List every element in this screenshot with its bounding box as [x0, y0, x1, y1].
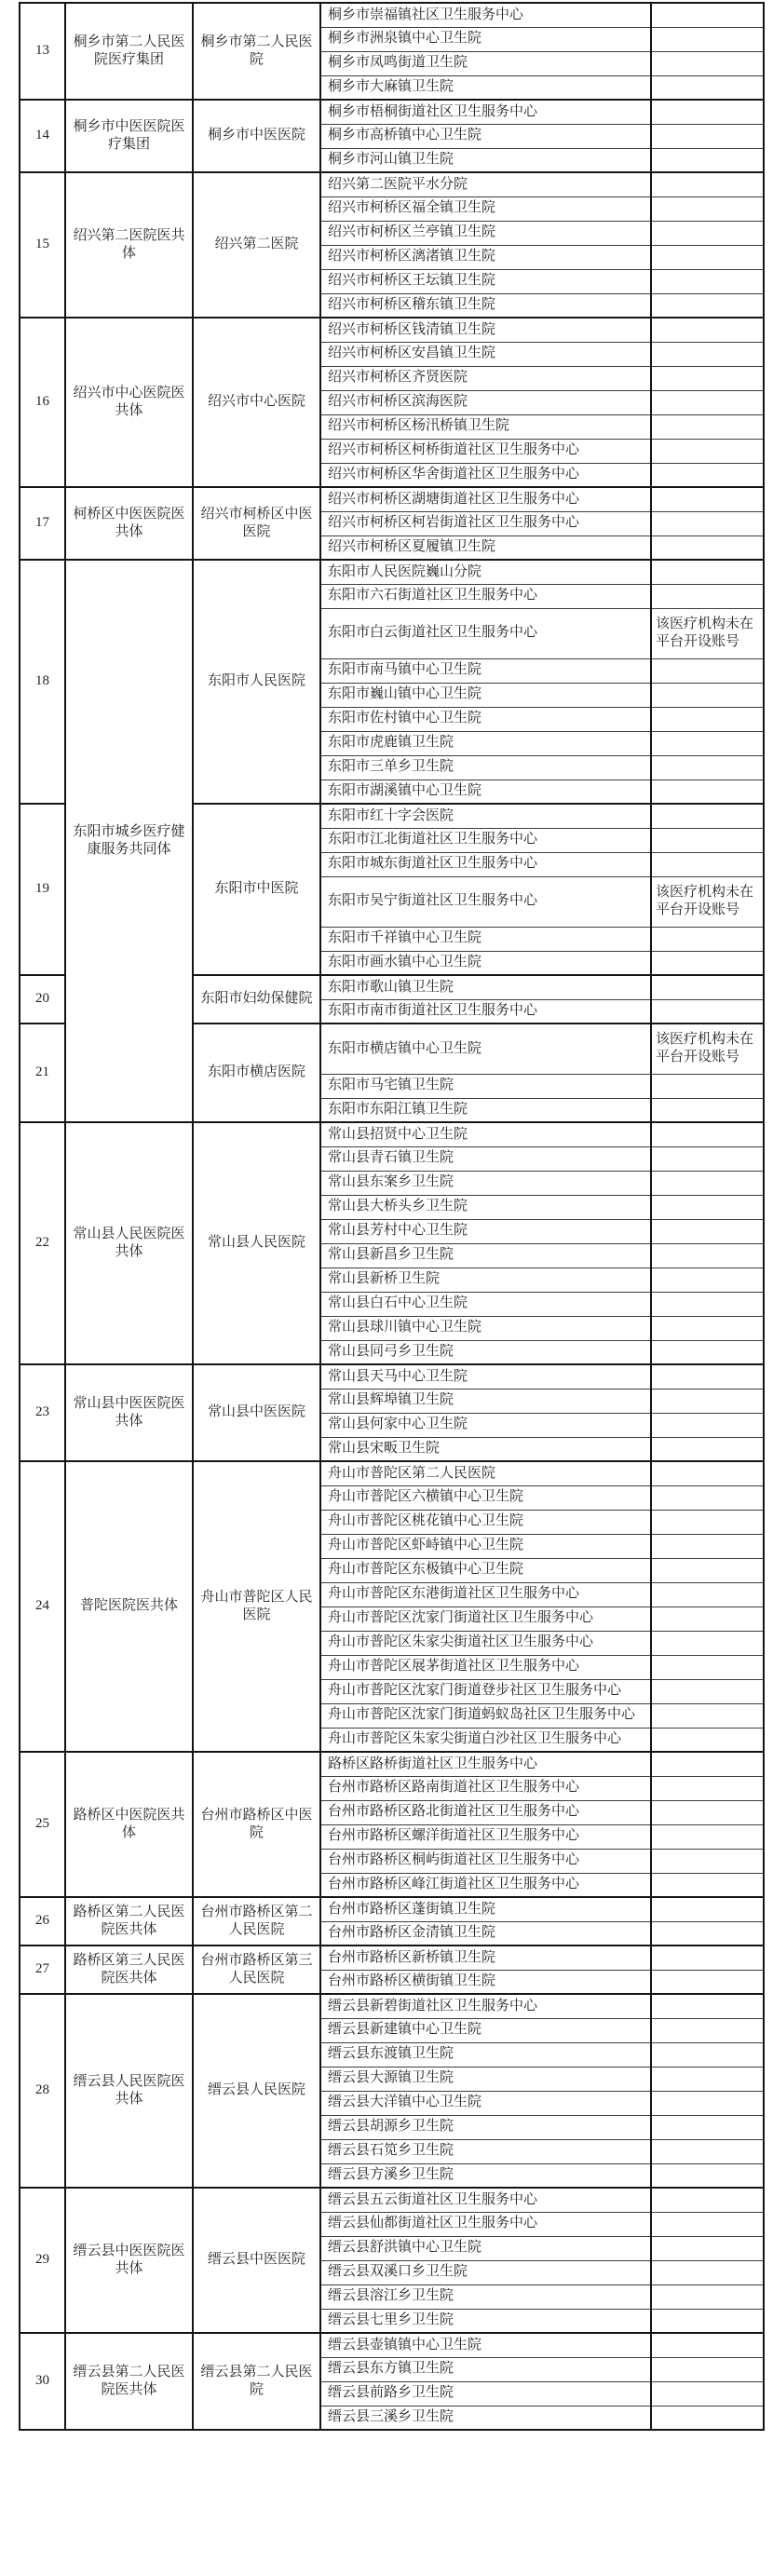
remark-cell-empty: [651, 366, 764, 390]
remark-cell-empty: [651, 51, 764, 75]
row-number-cell: 16: [20, 318, 65, 487]
member-unit-cell: 东阳市城东街道社区卫生服务中心: [320, 852, 651, 876]
member-unit-cell: 东阳市横店镇中心卫生院: [320, 1024, 651, 1074]
table-row: [20, 1364, 764, 1389]
member-unit-cell: 台州市路桥区横街镇卫生院: [320, 1970, 651, 1994]
remark-cell-empty: [651, 2139, 764, 2163]
remark-cell-empty: [651, 487, 764, 511]
remark-cell-empty: [651, 148, 764, 172]
member-unit-cell: 台州市路桥区桐屿街道社区卫生服务中心: [320, 1849, 651, 1873]
table-row: [20, 100, 764, 124]
remark-cell-empty: [651, 1897, 764, 1921]
remark-cell-empty: [651, 1873, 764, 1897]
remark-cell-empty: [651, 293, 764, 318]
member-unit-cell: 东阳市六石街道社区卫生服务中心: [320, 584, 651, 608]
member-unit-cell: 舟山市普陀区展茅街道社区卫生服务中心: [320, 1655, 651, 1679]
row-number-cell: 15: [20, 172, 65, 318]
member-unit-cell: 舟山市普陀区沈家门街道蚂蚁岛社区卫生服务中心: [320, 1703, 651, 1728]
member-unit-cell: 常山县何家中心卫生院: [320, 1413, 651, 1437]
remark-cell-empty: [651, 1340, 764, 1364]
row-number-cell: 29: [20, 2188, 65, 2333]
member-unit-cell: 缙云县舒洪镇中心卫生院: [320, 2236, 651, 2260]
remark-cell-empty: [651, 1703, 764, 1728]
member-unit-cell: 东阳市吴宁街道社区卫生服务中心: [320, 876, 651, 927]
remark-cell-empty: [651, 75, 764, 100]
group-name-cell: 绍兴第二医院医共体: [65, 172, 193, 318]
remark-cell-empty: [651, 1171, 764, 1195]
remark-cell-empty: [651, 975, 764, 999]
member-unit-cell: 桐乡市高桥镇中心卫生院: [320, 124, 651, 148]
member-unit-cell: 桐乡市梧桐街道社区卫生服务中心: [320, 100, 651, 124]
remark-cell-empty: [651, 707, 764, 731]
remark-cell-empty: [651, 1534, 764, 1558]
remark-cell-empty: [651, 2091, 764, 2115]
member-unit-cell: 缙云县溶江乡卫生院: [320, 2285, 651, 2309]
remark-cell-empty: [651, 3, 764, 27]
remark-cell-empty: [651, 1292, 764, 1316]
member-unit-cell: 缙云县双溪口乡卫生院: [320, 2260, 651, 2285]
member-unit-cell: 缙云县胡源乡卫生院: [320, 2115, 651, 2139]
table-row: [20, 487, 764, 511]
remark-cell: 该医疗机构未在平台开设账号: [651, 608, 764, 658]
member-unit-cell: 东阳市千祥镇中心卫生院: [320, 927, 651, 951]
member-unit-cell: 台州市路桥区金清镇卫生院: [320, 1921, 651, 1946]
remark-cell-empty: [651, 804, 764, 828]
member-unit-cell: 舟山市普陀区朱家尖街道白沙社区卫生服务中心: [320, 1728, 651, 1752]
member-unit-cell: 东阳市红十字会医院: [320, 804, 651, 828]
remark-cell-empty: [651, 1752, 764, 1776]
group-name-cell: 缙云县人民医院医共体: [65, 1994, 193, 2188]
member-unit-cell: 常山县青石镇卫生院: [320, 1146, 651, 1171]
member-unit-cell: 舟山市普陀区东港街道社区卫生服务中心: [320, 1582, 651, 1607]
member-unit-cell: 常山县白石中心卫生院: [320, 1292, 651, 1316]
remark-cell-empty: [651, 1824, 764, 1849]
group-name-cell: 桐乡市第二人民医院医疗集团: [65, 3, 193, 100]
table-row: [20, 318, 764, 342]
remark-cell-empty: [651, 1389, 764, 1413]
lead-hospital-cell: 绍兴市柯桥区中医医院: [193, 487, 320, 560]
remark-cell-empty: [651, 2212, 764, 2236]
member-unit-cell: 舟山市普陀区沈家门街道登步社区卫生服务中心: [320, 1679, 651, 1703]
remark-cell-empty: [651, 2381, 764, 2406]
remark-cell-empty: [651, 439, 764, 463]
member-unit-cell: 舟山市普陀区沈家门街道社区卫生服务中心: [320, 1607, 651, 1631]
remark-cell-empty: [651, 927, 764, 951]
member-unit-cell: 东阳市马宅镇卫生院: [320, 1074, 651, 1098]
remark-cell-empty: [651, 1195, 764, 1219]
remark-cell-empty: [651, 2357, 764, 2381]
group-name-cell: 缙云县中医医院医共体: [65, 2188, 193, 2333]
member-unit-cell: 绍兴市柯桥区夏履镇卫生院: [320, 536, 651, 560]
table-row: [20, 2333, 764, 2357]
lead-hospital-cell: 东阳市中医院: [193, 804, 320, 975]
member-unit-cell: 舟山市普陀区六横镇中心卫生院: [320, 1485, 651, 1510]
table-row: [20, 560, 764, 584]
member-unit-cell: 常山县球川镇中心卫生院: [320, 1316, 651, 1340]
row-number-cell: 25: [20, 1752, 65, 1897]
remark-cell-empty: [651, 951, 764, 975]
member-unit-cell: 绍兴市柯桥区柯岩街道社区卫生服务中心: [320, 511, 651, 536]
member-unit-cell: 舟山市普陀区朱家尖街道社区卫生服务中心: [320, 1631, 651, 1655]
member-unit-cell: 东阳市三单乡卫生院: [320, 755, 651, 780]
remark-cell-empty: [651, 221, 764, 245]
member-unit-cell: 舟山市普陀区东极镇中心卫生院: [320, 1558, 651, 1582]
remark-cell-empty: [651, 1243, 764, 1268]
remark-cell-empty: [651, 1413, 764, 1437]
row-number-cell: 20: [20, 975, 65, 1024]
member-unit-cell: 缙云县大源镇卫生院: [320, 2067, 651, 2091]
member-unit-cell: 东阳市白云街道社区卫生服务中心: [320, 608, 651, 658]
lead-hospital-cell: 台州市路桥区第二人民医院: [193, 1897, 320, 1946]
group-name-cell: 路桥区第三人民医院医共体: [65, 1946, 193, 1994]
table-row: [20, 1946, 764, 1970]
row-number-cell: 27: [20, 1946, 65, 1994]
medical-group-table-sheet: [19, 2, 763, 2431]
row-number-cell: 24: [20, 1461, 65, 1752]
lead-hospital-cell: 台州市路桥区中医院: [193, 1752, 320, 1897]
remark-cell-empty: [651, 245, 764, 269]
lead-hospital-cell: 东阳市人民医院: [193, 560, 320, 804]
remark-cell-empty: [651, 1461, 764, 1485]
member-unit-cell: 缙云县石笕乡卫生院: [320, 2139, 651, 2163]
member-unit-cell: 常山县辉埠镇卫生院: [320, 1389, 651, 1413]
member-unit-cell: 绍兴第二医院平水分院: [320, 172, 651, 197]
member-unit-cell: 缙云县五云街道社区卫生服务中心: [320, 2188, 651, 2212]
row-number-cell: 14: [20, 100, 65, 172]
remark-cell-empty: [651, 1364, 764, 1389]
remark-cell-empty: [651, 414, 764, 439]
member-unit-cell: 常山县东案乡卫生院: [320, 1171, 651, 1195]
remark-cell-empty: [651, 1631, 764, 1655]
remark-cell-empty: [651, 1485, 764, 1510]
member-unit-cell: 缙云县新建镇中心卫生院: [320, 2018, 651, 2042]
remark-cell: 该医疗机构未在平台开设账号: [651, 1024, 764, 1074]
row-number-cell: 21: [20, 1024, 65, 1122]
lead-hospital-cell: 东阳市横店医院: [193, 1024, 320, 1122]
remark-cell-empty: [651, 852, 764, 876]
member-unit-cell: 缙云县方溪乡卫生院: [320, 2163, 651, 2188]
remark-cell-empty: [651, 731, 764, 755]
member-unit-cell: 绍兴市柯桥区安昌镇卫生院: [320, 342, 651, 366]
remark-cell-empty: [651, 27, 764, 51]
member-unit-cell: 绍兴市柯桥区兰亭镇卫生院: [320, 221, 651, 245]
member-unit-cell: 东阳市湖溪镇中心卫生院: [320, 780, 651, 804]
member-unit-cell: 台州市路桥区峰江街道社区卫生服务中心: [320, 1873, 651, 1897]
remark-cell-empty: [651, 1146, 764, 1171]
group-name-cell: 路桥区中医院医共体: [65, 1752, 193, 1897]
row-number-cell: 28: [20, 1994, 65, 2188]
table-row: [20, 3, 764, 27]
row-number-cell: 17: [20, 487, 65, 560]
member-unit-cell: 缙云县前路乡卫生院: [320, 2381, 651, 2406]
member-unit-cell: 绍兴市柯桥区漓渚镇卫生院: [320, 245, 651, 269]
remark-cell-empty: [651, 1800, 764, 1824]
remark-cell-empty: [651, 828, 764, 852]
member-unit-cell: 缙云县东渡镇卫生院: [320, 2042, 651, 2067]
member-unit-cell: 东阳市人民医院巍山分院: [320, 560, 651, 584]
member-unit-cell: 桐乡市洲泉镇中心卫生院: [320, 27, 651, 51]
remark-cell-empty: [651, 1582, 764, 1607]
remark-cell-empty: [651, 2406, 764, 2430]
member-unit-cell: 绍兴市柯桥区柯桥街道社区卫生服务中心: [320, 439, 651, 463]
lead-hospital-cell: 常山县人民医院: [193, 1122, 320, 1364]
table-row: [20, 2188, 764, 2212]
member-unit-cell: 桐乡市崇福镇社区卫生服务中心: [320, 3, 651, 27]
remark-cell-empty: [651, 2236, 764, 2260]
lead-hospital-cell: 绍兴第二医院: [193, 172, 320, 318]
lead-hospital-cell: 缙云县第二人民医院: [193, 2333, 320, 2430]
lead-hospital-cell: 常山县中医医院: [193, 1364, 320, 1461]
remark-cell-empty: [651, 1776, 764, 1800]
member-unit-cell: 绍兴市柯桥区杨汛桥镇卫生院: [320, 414, 651, 439]
member-unit-cell: 缙云县大洋镇中心卫生院: [320, 2091, 651, 2115]
member-unit-cell: 绍兴市柯桥区钱清镇卫生院: [320, 318, 651, 342]
member-unit-cell: 东阳市画水镇中心卫生院: [320, 951, 651, 975]
lead-hospital-cell: 桐乡市中医医院: [193, 100, 320, 172]
lead-hospital-cell: 绍兴市中心医院: [193, 318, 320, 487]
member-unit-cell: 常山县同弓乡卫生院: [320, 1340, 651, 1364]
remark-cell-empty: [651, 1849, 764, 1873]
remark-cell-empty: [651, 755, 764, 780]
remark-cell-empty: [651, 2018, 764, 2042]
medical-group-table: [19, 2, 765, 2431]
remark-cell-empty: [651, 1921, 764, 1946]
row-number-cell: 13: [20, 3, 65, 100]
remark-cell-empty: [651, 2115, 764, 2139]
member-unit-cell: 台州市路桥区螺洋街道社区卫生服务中心: [320, 1824, 651, 1849]
remark-cell-empty: [651, 780, 764, 804]
member-unit-cell: 桐乡市河山镇卫生院: [320, 148, 651, 172]
remark-cell-empty: [651, 100, 764, 124]
row-number-cell: 23: [20, 1364, 65, 1461]
member-unit-cell: 缙云县新碧街道社区卫生服务中心: [320, 1994, 651, 2018]
member-unit-cell: 绍兴市柯桥区稽东镇卫生院: [320, 293, 651, 318]
member-unit-cell: 缙云县东方镇卫生院: [320, 2357, 651, 2381]
group-name-cell: 东阳市城乡医疗健康服务共同体: [65, 560, 193, 1122]
member-unit-cell: 桐乡市大麻镇卫生院: [320, 75, 651, 100]
member-unit-cell: 常山县宋畈卫生院: [320, 1437, 651, 1461]
group-name-cell: 绍兴市中心医院医共体: [65, 318, 193, 487]
remark-cell-empty: [651, 390, 764, 414]
remark-cell-empty: [651, 318, 764, 342]
member-unit-cell: 缙云县三溪乡卫生院: [320, 2406, 651, 2430]
member-unit-cell: 绍兴市柯桥区齐贤医院: [320, 366, 651, 390]
lead-hospital-cell: 东阳市妇幼保健院: [193, 975, 320, 1024]
lead-hospital-cell: 缙云县中医医院: [193, 2188, 320, 2333]
member-unit-cell: 东阳市佐村镇中心卫生院: [320, 707, 651, 731]
remark-cell-empty: [651, 658, 764, 683]
table-row: [20, 1994, 764, 2018]
remark-cell-empty: [651, 1970, 764, 1994]
medical-group-table-body: [20, 3, 764, 2430]
member-unit-cell: 常山县芳村中心卫生院: [320, 1219, 651, 1243]
table-row: [20, 1122, 764, 1146]
remark-cell-empty: [651, 1219, 764, 1243]
row-number-cell: 19: [20, 804, 65, 975]
remark-cell-empty: [651, 2260, 764, 2285]
row-number-cell: 30: [20, 2333, 65, 2430]
remark-cell-empty: [651, 1437, 764, 1461]
member-unit-cell: 桐乡市凤鸣街道卫生院: [320, 51, 651, 75]
row-number-cell: 22: [20, 1122, 65, 1364]
remark-cell-empty: [651, 2309, 764, 2333]
member-unit-cell: 东阳市南马镇中心卫生院: [320, 658, 651, 683]
remark-cell-empty: [651, 172, 764, 197]
member-unit-cell: 缙云县仙都街道社区卫生服务中心: [320, 2212, 651, 2236]
member-unit-cell: 绍兴市柯桥区滨海医院: [320, 390, 651, 414]
remark-cell-empty: [651, 1098, 764, 1122]
group-name-cell: 常山县人民医院医共体: [65, 1122, 193, 1364]
member-unit-cell: 绍兴市柯桥区华舍街道社区卫生服务中心: [320, 463, 651, 487]
member-unit-cell: 缙云县壶镇镇中心卫生院: [320, 2333, 651, 2357]
remark-cell-empty: [651, 1122, 764, 1146]
remark-cell-empty: [651, 124, 764, 148]
remark-cell-empty: [651, 342, 764, 366]
group-name-cell: 柯桥区中医医院医共体: [65, 487, 193, 560]
member-unit-cell: 东阳市虎鹿镇卫生院: [320, 731, 651, 755]
member-unit-cell: 东阳市歌山镇卫生院: [320, 975, 651, 999]
remark-cell-empty: [651, 1728, 764, 1752]
remark-cell-empty: [651, 2067, 764, 2091]
remark-cell-empty: [651, 999, 764, 1024]
remark-cell-empty: [651, 1679, 764, 1703]
member-unit-cell: 东阳市巍山镇中心卫生院: [320, 683, 651, 707]
member-unit-cell: 常山县新昌乡卫生院: [320, 1243, 651, 1268]
lead-hospital-cell: 桐乡市第二人民医院: [193, 3, 320, 100]
remark-cell-empty: [651, 197, 764, 221]
group-name-cell: 桐乡市中医医院医疗集团: [65, 100, 193, 172]
row-number-cell: 18: [20, 560, 65, 804]
group-name-cell: 常山县中医医院医共体: [65, 1364, 193, 1461]
member-unit-cell: 东阳市南市街道社区卫生服务中心: [320, 999, 651, 1024]
remark-cell-empty: [651, 1268, 764, 1292]
member-unit-cell: 常山县新桥卫生院: [320, 1268, 651, 1292]
member-unit-cell: 台州市路桥区路北街道社区卫生服务中心: [320, 1800, 651, 1824]
member-unit-cell: 绍兴市柯桥区湖塘街道社区卫生服务中心: [320, 487, 651, 511]
remark-cell-empty: [651, 511, 764, 536]
remark-cell-empty: [651, 2188, 764, 2212]
remark-cell-empty: [651, 1316, 764, 1340]
remark-cell-empty: [651, 2285, 764, 2309]
remark-cell-empty: [651, 269, 764, 293]
table-row: [20, 1897, 764, 1921]
member-unit-cell: 缙云县七里乡卫生院: [320, 2309, 651, 2333]
remark-cell-empty: [651, 1074, 764, 1098]
member-unit-cell: 绍兴市柯桥区福全镇卫生院: [320, 197, 651, 221]
table-row: [20, 1461, 764, 1485]
remark-cell-empty: [651, 560, 764, 584]
remark-cell-empty: [651, 2333, 764, 2357]
remark-cell-empty: [651, 584, 764, 608]
member-unit-cell: 绍兴市柯桥区王坛镇卫生院: [320, 269, 651, 293]
remark-cell-empty: [651, 536, 764, 560]
member-unit-cell: 常山县天马中心卫生院: [320, 1364, 651, 1389]
group-name-cell: 普陀医院医共体: [65, 1461, 193, 1752]
remark-cell-empty: [651, 1607, 764, 1631]
member-unit-cell: 台州市路桥区蓬街镇卫生院: [320, 1897, 651, 1921]
remark-cell-empty: [651, 2163, 764, 2188]
table-row: [20, 1752, 764, 1776]
remark-cell: 该医疗机构未在平台开设账号: [651, 876, 764, 927]
remark-cell-empty: [651, 1994, 764, 2018]
group-name-cell: 路桥区第二人民医院医共体: [65, 1897, 193, 1946]
remark-cell-empty: [651, 683, 764, 707]
remark-cell-empty: [651, 463, 764, 487]
remark-cell-empty: [651, 1946, 764, 1970]
remark-cell-empty: [651, 1510, 764, 1534]
group-name-cell: 缙云县第二人民医院医共体: [65, 2333, 193, 2430]
lead-hospital-cell: 台州市路桥区第三人民医院: [193, 1946, 320, 1994]
member-unit-cell: 东阳市东阳江镇卫生院: [320, 1098, 651, 1122]
member-unit-cell: 舟山市普陀区虾峙镇中心卫生院: [320, 1534, 651, 1558]
member-unit-cell: 东阳市江北街道社区卫生服务中心: [320, 828, 651, 852]
remark-cell-empty: [651, 1558, 764, 1582]
member-unit-cell: 路桥区路桥街道社区卫生服务中心: [320, 1752, 651, 1776]
member-unit-cell: 舟山市普陀区第二人民医院: [320, 1461, 651, 1485]
remark-cell-empty: [651, 2042, 764, 2067]
member-unit-cell: 常山县招贤中心卫生院: [320, 1122, 651, 1146]
lead-hospital-cell: 缙云县人民医院: [193, 1994, 320, 2188]
table-row: [20, 172, 764, 197]
member-unit-cell: 舟山市普陀区桃花镇中心卫生院: [320, 1510, 651, 1534]
row-number-cell: 26: [20, 1897, 65, 1946]
remark-cell-empty: [651, 1655, 764, 1679]
member-unit-cell: 常山县大桥头乡卫生院: [320, 1195, 651, 1219]
member-unit-cell: 台州市路桥区新桥镇卫生院: [320, 1946, 651, 1970]
lead-hospital-cell: 舟山市普陀区人民医院: [193, 1461, 320, 1752]
member-unit-cell: 台州市路桥区路南街道社区卫生服务中心: [320, 1776, 651, 1800]
